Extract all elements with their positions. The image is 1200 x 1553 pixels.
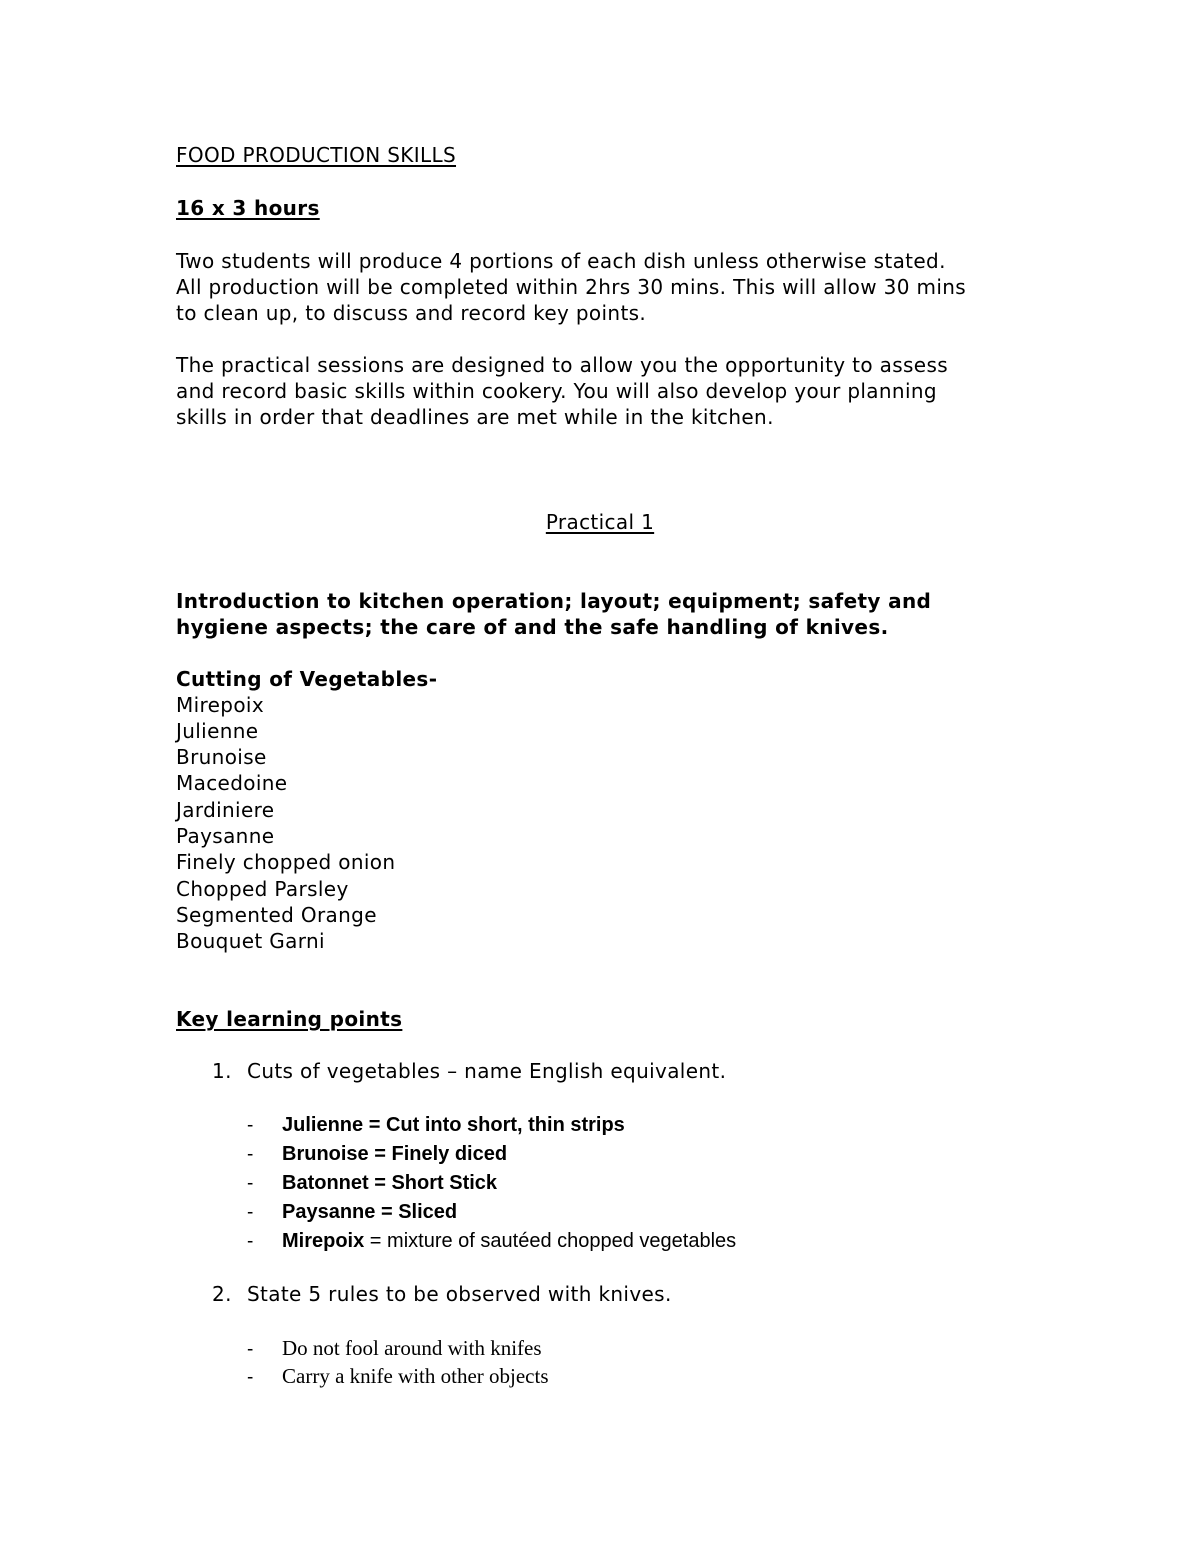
introduction-line-1: Introduction to kitchen operation; layout; equipment; safety and	[176, 589, 932, 613]
practical-heading: Practical 1	[545, 510, 655, 534]
dash-bullet: -	[247, 1231, 254, 1252]
question-2-number: 2.	[212, 1282, 232, 1306]
cutting-item: Macedoine	[176, 771, 288, 795]
intro-paragraph-2-line-2: and record basic skills within cookery. You will also develop your planning	[176, 379, 937, 403]
cutting-item: Mirepoix	[176, 693, 265, 717]
question-2-text: State 5 rules to be observed with knives.	[247, 1282, 672, 1306]
cutting-heading: Cutting of Vegetables-	[176, 667, 438, 691]
cutting-item: Finely chopped onion	[176, 850, 396, 874]
dash-bullet: -	[247, 1173, 254, 1194]
cut-meaning: mixture of sautéed chopped vegetables	[387, 1230, 737, 1252]
cut-definition	[247, 1228, 736, 1255]
knife-rule	[247, 1335, 542, 1363]
cut-separator: =	[375, 1201, 399, 1223]
knife-rule	[247, 1363, 549, 1391]
question-1-number: 1.	[212, 1059, 232, 1083]
cutting-item: Segmented Orange	[176, 903, 377, 927]
question-1-text: Cuts of vegetables – name English equivalent.	[247, 1059, 727, 1083]
key-points-heading: Key learning points	[176, 1007, 403, 1031]
intro-paragraph-1-line-3: to clean up, to discuss and record key points.	[176, 301, 647, 325]
dash-bullet: -	[247, 1367, 254, 1388]
cut-separator: =	[368, 1143, 392, 1165]
cut-definition	[247, 1199, 457, 1226]
practical-heading-wrapper	[0, 509, 1200, 535]
cut-term: Mirepoix	[282, 1230, 365, 1252]
cut-term: Paysanne	[282, 1201, 376, 1223]
cutting-item: Paysanne	[176, 824, 275, 848]
cut-definition	[247, 1112, 625, 1139]
cut-meaning: Cut into short, thin strips	[385, 1114, 625, 1136]
intro-paragraph-1-line-1: Two students will produce 4 portions of each dish unless otherwise stated.	[176, 249, 946, 273]
intro-paragraph-2-line-1: The practical sessions are designed to allow you the opportunity to assess	[176, 353, 948, 377]
cutting-item: Brunoise	[176, 745, 267, 769]
cut-meaning: Finely diced	[391, 1143, 508, 1165]
cut-meaning: Short Stick	[391, 1172, 498, 1194]
dash-bullet: -	[247, 1115, 254, 1136]
cutting-item: Bouquet Garni	[176, 929, 325, 953]
intro-paragraph-1-line-2: All production will be completed within 2hrs 30 mins. This will allow 30 mins	[176, 275, 967, 299]
question-1	[212, 1058, 726, 1084]
duration-heading: 16 x 3 hours	[176, 196, 320, 220]
dash-bullet: -	[247, 1339, 254, 1360]
cut-term: Julienne	[282, 1114, 364, 1136]
cut-definition	[247, 1170, 497, 1197]
cut-meaning: Sliced	[398, 1201, 458, 1223]
knife-rule-text: Carry a knife with other objects	[282, 1364, 549, 1388]
cutting-item: Jardiniere	[176, 798, 275, 822]
document-title: FOOD PRODUCTION SKILLS	[176, 143, 457, 167]
intro-paragraph-2-line-3: skills in order that deadlines are met while in the kitchen.	[176, 405, 774, 429]
dash-bullet: -	[247, 1202, 254, 1223]
cut-term: Brunoise	[282, 1143, 369, 1165]
cut-definition	[247, 1141, 507, 1168]
cut-separator: =	[363, 1114, 386, 1136]
knife-rule-text: Do not fool around with knifes	[282, 1336, 542, 1360]
cut-separator: =	[368, 1172, 392, 1194]
dash-bullet: -	[247, 1144, 254, 1165]
cutting-item: Chopped Parsley	[176, 877, 349, 901]
cut-term: Batonnet	[282, 1172, 369, 1194]
introduction-line-2: hygiene aspects; the care of and the safe handling of knives.	[176, 615, 889, 639]
cut-separator: =	[364, 1230, 388, 1252]
question-2	[212, 1281, 672, 1307]
cutting-item: Julienne	[176, 719, 259, 743]
